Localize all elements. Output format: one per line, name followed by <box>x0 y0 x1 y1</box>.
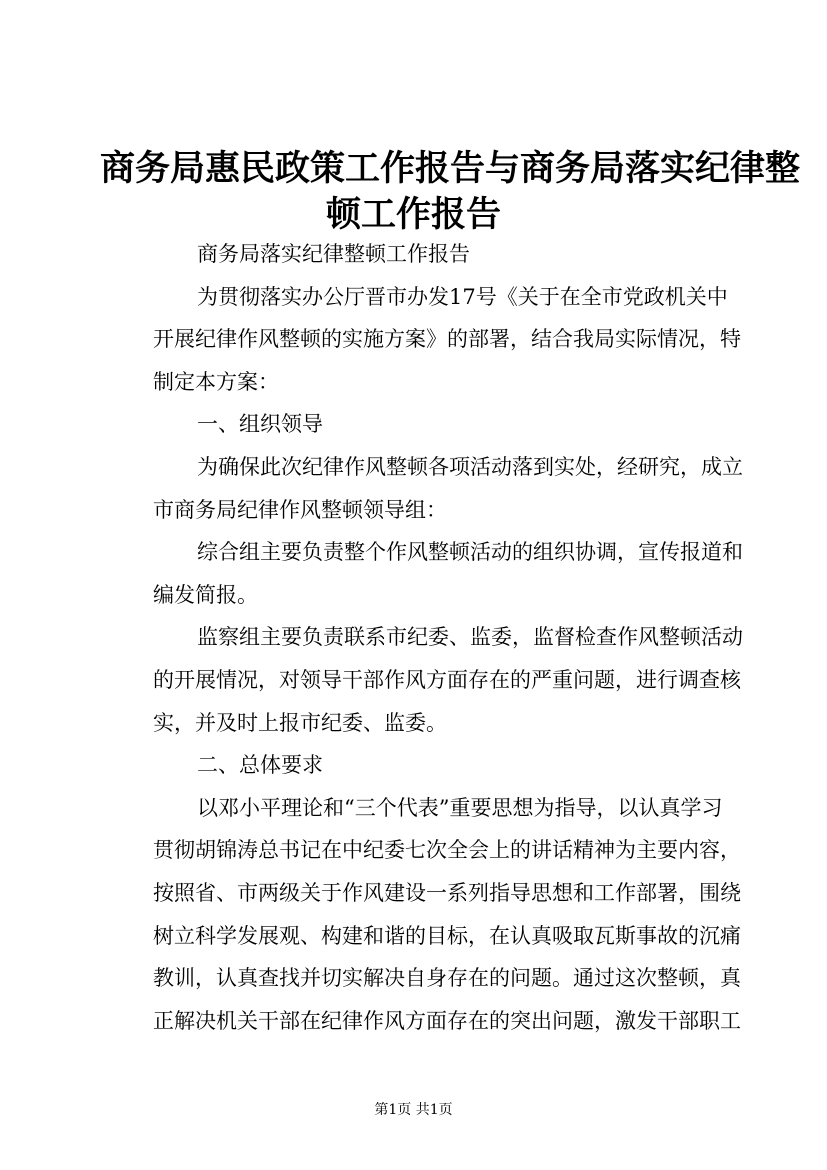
title-line-2: 顿工作报告 <box>325 194 501 235</box>
text-line: 编发简报。 <box>153 582 258 607</box>
text-line: 的开展情况，对领导干部作风方面存在的严重问题，进行调查核 <box>153 667 741 692</box>
text-line: 二、总体要求 <box>197 753 323 778</box>
section-heading-organization <box>111 403 721 446</box>
document-title <box>100 146 801 238</box>
text-line: 市商务局纪律作风整顿领导组： <box>153 497 447 522</box>
text-line: 商务局落实纪律整顿工作报告 <box>197 242 470 266</box>
paragraph-intro <box>111 276 741 404</box>
text-line: 为贯彻落实办公厅晋市办发17号《关于在全市党政机关中 <box>197 284 728 309</box>
document-body <box>111 233 743 1042</box>
text-line: 为确保此次纪律作风整顿各项活动落到实处，经研究，成立 <box>197 454 743 479</box>
text-line: 一、组织领导 <box>197 412 323 437</box>
text-line: 正解决机关干部在纪律作风方面存在的突出问题，激发干部职工 <box>153 1008 741 1033</box>
text-line: 开展纪律作风整顿的实施方案》的部署，结合我局实际情况，特 <box>153 327 741 352</box>
text-line: 实，并及时上报市纪委、监委。 <box>153 710 447 735</box>
paragraph-requirements <box>111 787 741 1043</box>
text-line: 制定本方案： <box>153 369 279 394</box>
paragraph-supervision-team <box>111 616 743 744</box>
paragraph-general-team <box>111 531 743 616</box>
paragraph-leadership-group <box>111 446 743 531</box>
text-line: 按照省、市两级关于作风建设一系列指导思想和工作部署，围绕 <box>153 880 741 905</box>
section-heading-requirements <box>111 744 721 787</box>
text-line: 综合组主要负责整个作风整顿活动的组织协调，宣传报道和 <box>197 540 743 565</box>
page-number-footer: 第1页 共1页 <box>374 1102 453 1118</box>
text-line: 教训，认真查找并切实解决自身存在的问题。通过这次整顿，真 <box>153 966 741 991</box>
paragraph-subtitle <box>111 233 721 276</box>
text-line: 贯彻胡锦涛总书记在中纪委七次全会上的讲话精神为主要内容， <box>153 838 741 863</box>
text-line: 树立科学发展观、构建和谐的目标，在认真吸取瓦斯事故的沉痛 <box>153 923 741 948</box>
title-line-1: 商务局惠民政策工作报告与商务局落实纪律整 <box>100 148 801 189</box>
text-line: 监察组主要负责联系市纪委、监委，监督检查作风整顿活动 <box>197 625 743 650</box>
text-line: 以邓小平理论和“三个代表”重要思想为指导，以认真学习 <box>197 795 723 820</box>
